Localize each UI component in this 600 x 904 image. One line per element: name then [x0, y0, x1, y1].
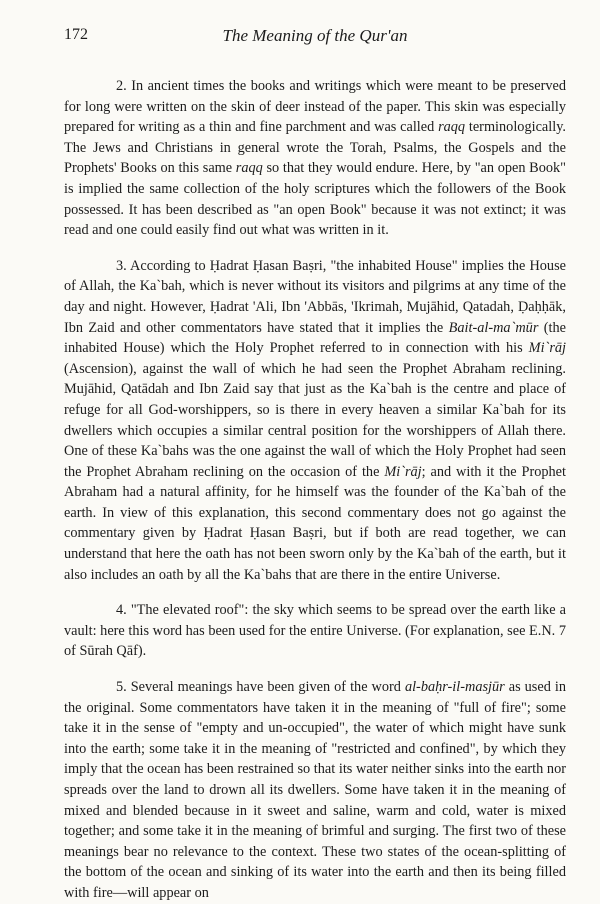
italic-term: raqq	[235, 160, 263, 177]
italic-term: Mi`rāj	[384, 463, 422, 480]
note-text: (Ascension), against the wall of which he had seen the Prophet Abraham reclining. Mujāhid, Qatādah and Ibn Zaid say that just as the Ka`bah is the centre and place of refuge for all God-worshippers, so is there in every heaven a similar Ka`bah for its dwellers which occupies a similar central position for the worshippers of Allah there. One of these Ka`bahs was the one against the wall of which the Holy Prophet had seen the Prophet Abraham reclining on the occasion of the	[64, 360, 566, 480]
note-text: 2. In ancient times the books and writings which were meant to be preserved for long were written on the skin of deer instead of the paper. This skin was especially prepared for writing as a thin and fine parchment and was called	[64, 78, 566, 136]
italic-term: raqq	[438, 119, 466, 136]
note-paragraph	[64, 677, 566, 904]
note-text: 5. Several meanings have been given of the word	[116, 679, 405, 696]
note-text: so that they would endure. Here, by "an open Book" is implied the same collection of the holy scriptures which the followers of the Book possessed. It has been described as "an open Book" because it was not extinct; it was read and one could easily find out what was written in it.	[64, 160, 566, 239]
page-number: 172	[64, 26, 88, 43]
running-title: The Meaning of the Qur'an	[222, 26, 408, 45]
note-paragraph	[64, 600, 566, 662]
note-paragraph	[64, 76, 566, 241]
explanatory-notes	[64, 76, 566, 904]
note-text: 3. According to Ḥadrat Ḥasan Baṣri, "the inhabited House" implies the House of Allah, the Ka`bah, which is never without its visitors and pilgrims at any time of the day and night. However, Ḥadrat 'Ali, Ibn 'Abbās, 'Ikrimah, Mujāhid, Qatadah, Ḍaḥḥāk, Ibn Zaid and other commentators have stated that it implies the	[64, 257, 566, 336]
note-text: 4. "The elevated roof": the sky which seems to be spread over the earth like a vault: here this word has been used for the entire Universe. (For explanation, see E.N. 7 of Sūrah Qāf).	[64, 602, 566, 660]
italic-term: Bait-al-ma`mūr	[448, 319, 539, 336]
note-text: as used in the original. Some commentators have taken it in the meaning of "full of fire"; some take it in the sense of "empty and un-occupied", the water of which might have sunk into the earth; some take it in the meaning of "restricted and confined", by which they imply that the ocean has been restrained so that its water neither sinks into the earth nor spreads over the land to drown all its dwellers. Some have taken it in the meaning of mixed and blended because in it sweet and saline, warm and cold, water is mixed together; and some take it in the meaning of brimful and surging. The first two of these meanings bear no relevance to the context. These two states of the ocean-splitting of the bottom of the ocean and sinking of its water into the earth and then its being filled with fire—will appear on	[64, 679, 566, 901]
page-header	[64, 26, 566, 52]
note-text: (the inhabited House) which the Holy Prophet referred to in connection with his	[64, 319, 566, 357]
italic-term: al-baḥr-il-masjūr	[404, 679, 505, 696]
note-text: terminologically. The Jews and Christians in general wrote the Torah, Psalms, the Gospels and the Prophets' Books on this same	[64, 119, 566, 177]
note-text: ; and with it the Prophet Abraham had a natural affinity, for he himself was the founder of the Ka`bah of the earth. In view of this explanation, this second commentary does not go against the commentary given by Ḥadrat Ḥasan Baṣri, but if both are read together, we can understand that here the oath has not been sworn only by the Ka`bah of the earth, but it also includes an oath by all the Ka`bahs that are there in the entire Universe.	[64, 463, 566, 583]
note-paragraph	[64, 256, 566, 586]
italic-term: Mi`rāj	[528, 340, 566, 357]
